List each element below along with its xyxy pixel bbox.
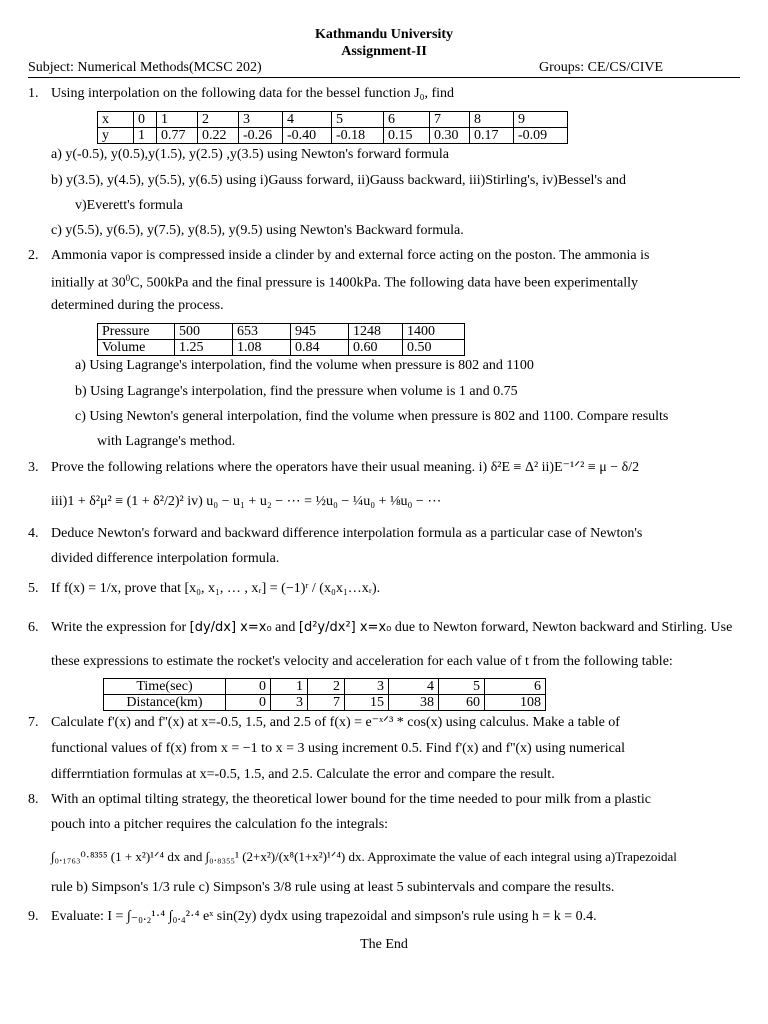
table-cell: 0.84	[291, 340, 349, 356]
table-cell: 108	[485, 695, 546, 711]
table-cell: 0.50	[403, 340, 465, 356]
table-row	[98, 324, 465, 340]
table-cell: 3	[271, 695, 308, 711]
first-derivative-expression: [dy/dx] x=x₀	[189, 620, 272, 635]
table-cell: 1400	[403, 324, 465, 340]
table-cell: Pressure	[98, 324, 175, 340]
question-text: If f(x) = 1/x, prove that [x₀, x₁, … , xᵣ] = (−1)ʳ / (x₀x₁…xᵣ).	[51, 581, 381, 596]
question-number: 8.	[28, 792, 39, 807]
table-cell: Time(sec)	[104, 679, 226, 695]
table-cell: 3	[345, 679, 389, 695]
table-cell: y	[98, 128, 134, 144]
question-text-line: determined during the process.	[51, 298, 224, 313]
table-cell: 60	[439, 695, 485, 711]
text-segment: initially at 30	[51, 275, 126, 291]
subject-row	[28, 60, 740, 78]
question-text	[51, 620, 732, 637]
question-text: With an optimal tilting strategy, the theoretical lower bound for the time needed to pour milk from a plastic	[51, 792, 651, 807]
table-cell: 4	[389, 679, 439, 695]
table-cell: Distance(km)	[104, 695, 226, 711]
table-row	[98, 340, 465, 356]
table-cell: 7	[430, 112, 470, 128]
subject-label: Subject: Numerical Methods(MCSC 202)	[28, 60, 262, 75]
question-number: 6.	[28, 620, 39, 635]
question-number: 4.	[28, 526, 39, 541]
question-text-line: divided difference interpolation formula.	[51, 551, 280, 566]
question-number: 2.	[28, 248, 39, 263]
table-cell: 0.30	[430, 128, 470, 144]
table-cell: -0.18	[332, 128, 384, 144]
table-cell: -0.40	[283, 128, 332, 144]
table-cell: 1	[271, 679, 308, 695]
question-text: Prove the following relations where the operators have their usual meaning. i) δ²E ≡ Δ² ii)E⁻¹ᐟ² ≡ μ − δ/2	[51, 460, 640, 475]
part-c-cont: with Lagrange's method.	[97, 434, 236, 449]
question-number: 5.	[28, 581, 39, 596]
table-cell: 15	[345, 695, 389, 711]
bessel-table	[97, 111, 568, 144]
table-row	[104, 679, 546, 695]
table-cell: 38	[389, 695, 439, 711]
question-text-line: rule b) Simpson's 1/3 rule c) Simpson's 3/8 rule using at least 5 subintervals and compare the results.	[51, 880, 615, 895]
university-title: Kathmandu University	[314, 27, 454, 42]
table-row	[98, 128, 568, 144]
question-number: 9.	[28, 909, 39, 924]
text-segment: Write the expression for	[51, 620, 187, 635]
table-cell: 0.22	[198, 128, 239, 144]
question-text: Deduce Newton's forward and backward difference interpolation formula as a particular case of Newton's	[51, 526, 643, 541]
table-cell: 1	[157, 112, 198, 128]
table-cell: 1248	[349, 324, 403, 340]
table-cell: 5	[332, 112, 384, 128]
table-cell: 0	[226, 679, 271, 695]
table-cell: x	[98, 112, 134, 128]
question-text: Ammonia vapor is compressed inside a clinder by and external force acting on the poston. The ammonia is	[51, 248, 650, 263]
question-text-line: functional values of f(x) from x = −1 to x = 3 using increment 0.5. Find f'(x) and f''(x) using numerical	[51, 741, 626, 756]
text-segment: C, 500kPa and the final pressure is 1400kPa. The following data have been experimentally	[130, 275, 639, 291]
table-cell: 653	[233, 324, 291, 340]
table-cell: 945	[291, 324, 349, 340]
part-c: c) Using Newton's general interpolation, find the volume when pressure is 802 and 1100. Compare results	[75, 409, 669, 424]
table-cell: 4	[283, 112, 332, 128]
part-b: b) Using Lagrange's interpolation, find the pressure when volume is 1 and 0.75	[75, 384, 518, 399]
table-cell: 0	[134, 112, 157, 128]
table-cell: 0.60	[349, 340, 403, 356]
table-cell: 9	[514, 112, 568, 128]
table-cell: 5	[439, 679, 485, 695]
text-segment: and	[275, 620, 296, 635]
table-cell: Volume	[98, 340, 175, 356]
question-number: 1.	[28, 86, 39, 101]
table-cell: 3	[239, 112, 283, 128]
rocket-table	[103, 678, 546, 711]
question-number: 3.	[28, 460, 39, 475]
table-cell: 1.08	[233, 340, 291, 356]
table-cell: 2	[308, 679, 345, 695]
table-cell: -0.26	[239, 128, 283, 144]
table-cell: 500	[175, 324, 233, 340]
question-number: 7.	[28, 715, 39, 730]
second-derivative-expression: [d²y/dx²] x=x₀	[298, 620, 392, 635]
question-text: Evaluate: I = ∫₋₀.₂¹·⁴ ∫₀.₄²·⁴ eˣ sin(2y) dydx using trapezoidal and simpson's rule using h = k = 0.4.	[51, 909, 597, 924]
text-segment: due to Newton forward, Newton backward and Stirling. Use	[394, 620, 733, 635]
assignment-title: Assignment-II	[341, 44, 427, 59]
pressure-volume-table	[97, 323, 465, 356]
table-cell: 0.15	[384, 128, 430, 144]
table-cell: 6	[384, 112, 430, 128]
the-end: The End	[360, 937, 408, 952]
table-cell: 8	[470, 112, 514, 128]
part-b-cont: v)Everett's formula	[75, 198, 183, 213]
question-text: Calculate f'(x) and f''(x) at x=-0.5, 1.5, and 2.5 of f(x) = e⁻ˣᐟ³ * cos(x) using calculus. Make a table of	[51, 715, 620, 730]
question-text-line	[51, 273, 638, 292]
question-text-line: pouch into a pitcher requires the calculation fo the integrals:	[51, 817, 389, 832]
table-cell: 2	[198, 112, 239, 128]
degree-superscript: 0	[125, 273, 131, 283]
integral-expression: ∫₀.₁₇₆₃⁰·⁸³⁵⁵ (1 + x²)¹ᐟ⁴ dx and ∫₀.₈₃₅₅¹ (2+x²)/(x⁸(1+x²)¹ᐟ⁴) dx. Approximate the value of each integral using a)Trapezoidal	[51, 849, 677, 864]
table-row	[98, 112, 568, 128]
table-cell: 1	[134, 128, 157, 144]
table-cell: 1.25	[175, 340, 233, 356]
question-text-line: these expressions to estimate the rocket's velocity and acceleration for each value of t from the following table:	[51, 654, 673, 669]
table-cell: 7	[308, 695, 345, 711]
question-text-line: iii)1 + δ²μ² ≡ (1 + δ²/2)² iv) u₀ − u₁ + u₂ − ⋯ = ½u₀ − ¼u₀ + ⅛u₀ − ⋯	[51, 494, 442, 509]
groups-label: Groups: CE/CS/CIVE	[539, 60, 664, 75]
table-cell: 0.77	[157, 128, 198, 144]
part-c: c) y(5.5), y(6.5), y(7.5), y(8.5), y(9.5) using Newton's Backward formula.	[51, 223, 464, 238]
question-text: Using interpolation on the following data for the bessel function J₀, find	[51, 86, 455, 101]
table-row	[104, 695, 546, 711]
part-b: b) y(3.5), y(4.5), y(5.5), y(6.5) using i)Gauss forward, ii)Gauss backward, iii)Stirling's, iv)Bessel's and	[51, 173, 627, 188]
table-cell: 0	[226, 695, 271, 711]
table-cell: 6	[485, 679, 546, 695]
question-text-line: differrntiation formulas at x=-0.5, 1.5, and 2.5. Calculate the error and compare the result.	[51, 767, 555, 782]
table-cell: 0.17	[470, 128, 514, 144]
part-a: a) y(-0.5), y(0.5),y(1.5), y(2.5) ,y(3.5) using Newton's forward formula	[51, 147, 449, 162]
table-cell: -0.09	[514, 128, 568, 144]
part-a: a) Using Lagrange's interpolation, find the volume when pressure is 802 and 1100	[75, 358, 534, 373]
